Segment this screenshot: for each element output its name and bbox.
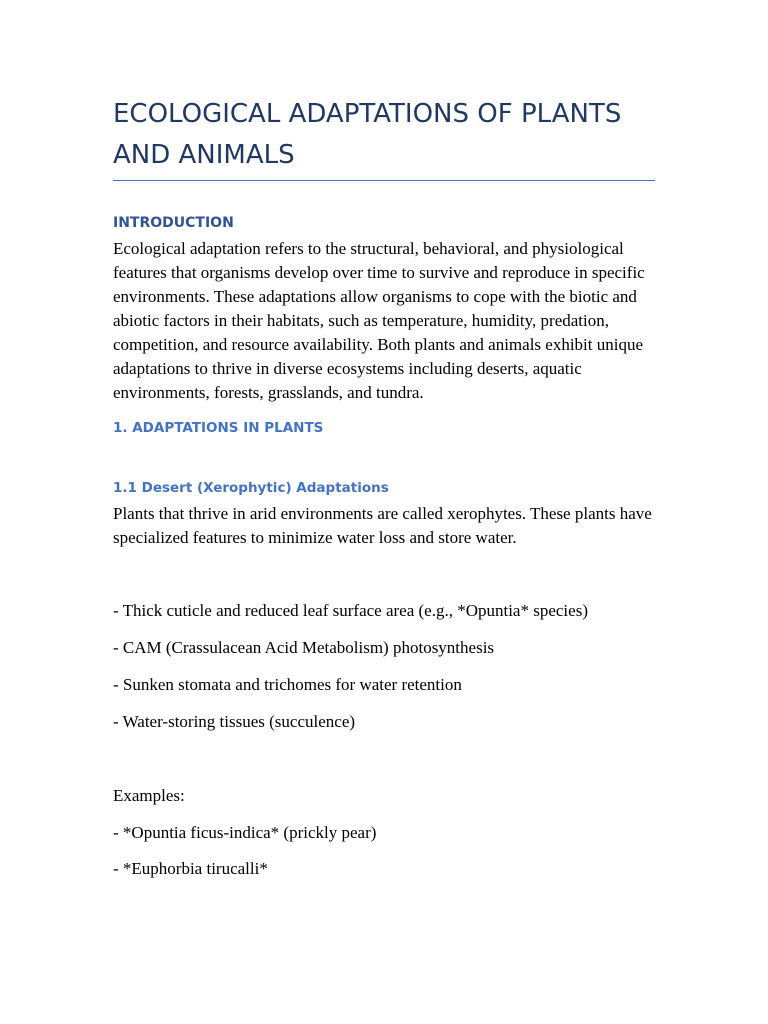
example-item: - *Euphorbia tirucalli*: [113, 859, 268, 878]
examples-label: Examples:: [113, 786, 185, 805]
title-underline: [113, 180, 655, 181]
example-item: - *Opuntia ficus-indica* (prickly pear): [113, 823, 377, 842]
feature-item: - Sunken stomata and trichomes for water retention: [113, 675, 462, 694]
intro-heading: INTRODUCTION: [113, 215, 234, 231]
subsection-1-1-heading: 1.1 Desert (Xerophytic) Adaptations: [113, 480, 389, 496]
intro-paragraph: Ecological adaptation refers to the structural, behavioral, and physiological features that organisms develop over time to survive and reproduce in specific environments. These adaptations allow organisms to cope with the biotic and abiotic factors in their habitats, such as temperature, humidity, predation, competition, and resource availability. Both plants and animals exhibit unique adaptations to thrive in diverse ecosystems including deserts, aquatic environments, forests, grasslands, and tundra.: [113, 239, 645, 402]
feature-item: - CAM (Crassulacean Acid Metabolism) photosynthesis: [113, 638, 495, 657]
document-title: ECOLOGICAL ADAPTATIONS OF PLANTS AND ANIMALS: [113, 99, 622, 170]
section-1-heading: 1. ADAPTATIONS IN PLANTS: [113, 420, 324, 436]
feature-item: - Thick cuticle and reduced leaf surface area (e.g., *Opuntia* species): [113, 601, 588, 620]
subsection-1-1-paragraph: Plants that thrive in arid environments are called xerophytes. These plants have specialized features to minimize water loss and store water.: [113, 504, 652, 547]
feature-item: - Water-storing tissues (succulence): [113, 712, 356, 731]
